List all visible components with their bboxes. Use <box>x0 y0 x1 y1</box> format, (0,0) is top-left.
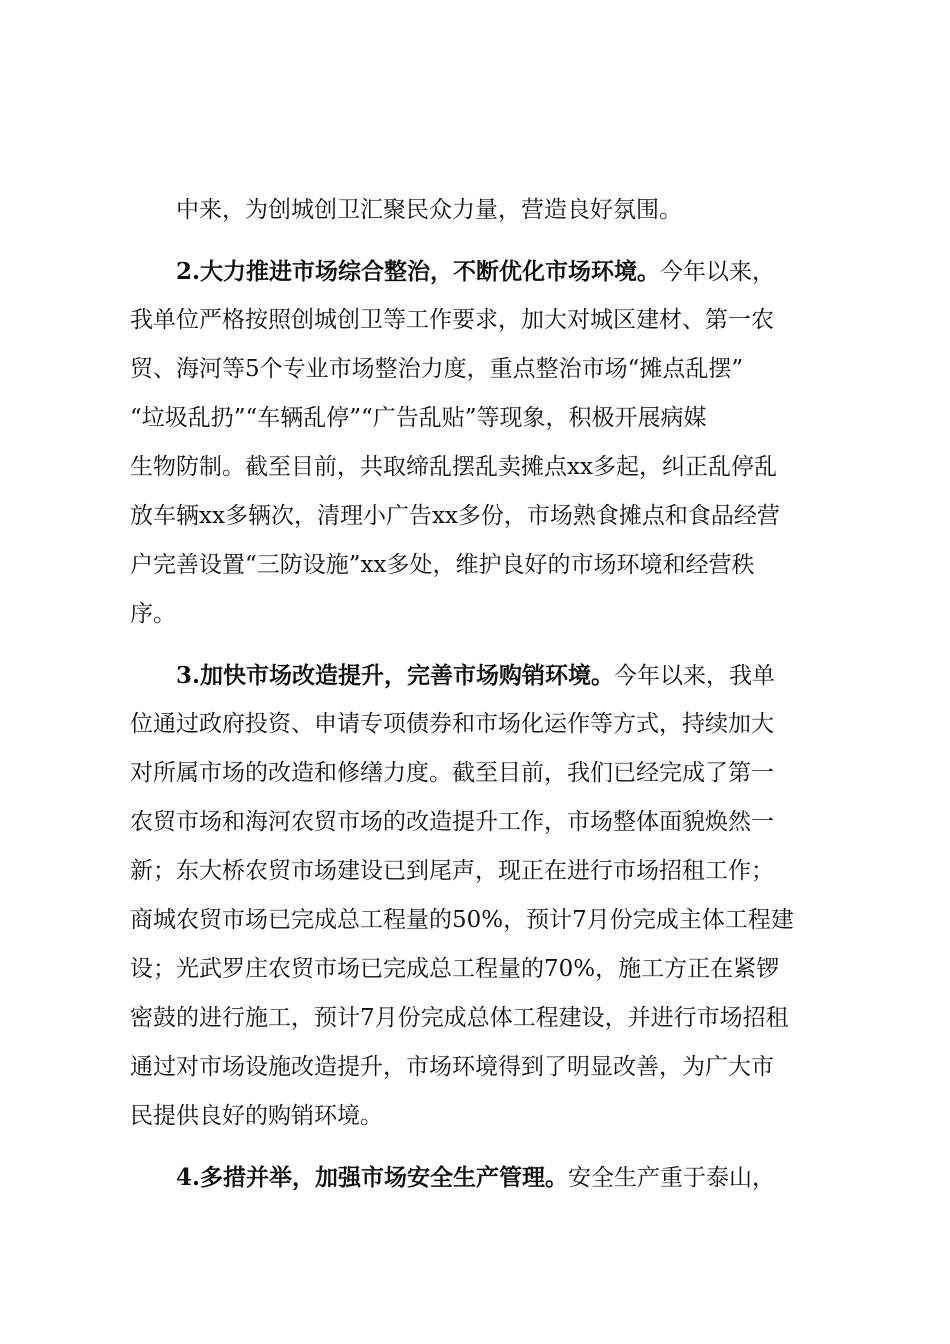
paragraph-1 <box>130 186 855 235</box>
text-line: 设；光武罗庄农贸市场已完成总工程量的70%，施工方正在紧锣 <box>130 956 780 982</box>
text-line: 生物防制。截至目前，共取缔乱摆乱卖摊点xx多起，纠正乱停乱 <box>130 454 777 480</box>
line-text: 今年以来， <box>660 259 776 285</box>
text-line: 贸、海河等5个专业市场整治力度，重点整治市场“摊点乱摆” <box>130 356 744 382</box>
text-line <box>130 247 855 296</box>
text-line: 序。 <box>130 601 176 627</box>
text-line <box>130 1153 855 1202</box>
text-line: 我单位严格按照创城创卫等工作要求，加大对城区建材、第一农 <box>130 307 774 333</box>
section-heading: 2.大力推进市场综合整治，不断优化市场环境。 <box>176 258 661 285</box>
section-heading: 3.加快市场改造提升，完善市场购销环境。 <box>176 662 615 689</box>
text-line <box>130 651 855 700</box>
paragraph-4 <box>130 1153 855 1202</box>
text-line: 放车辆xx多辆次，清理小广告xx多份，市场熟食摊点和食品经营 <box>130 503 780 529</box>
text-line: 通过对市场设施改造提升，市场环境得到了明显改善，为广大市 <box>130 1054 774 1080</box>
line-text: 中来，为创城创卫汇聚民众力量，营造良好氛围。 <box>176 197 682 223</box>
text-line: 商城农贸市场已完成总工程量的50%，预计7月份完成主体工程建 <box>130 907 794 933</box>
text-line: 密鼓的进行施工，预计7月份完成总体工程建设，并进行市场招租 <box>130 1005 789 1031</box>
text-line: 位通过政府投资、申请专项债券和市场化运作等方式，持续加大 <box>130 711 774 737</box>
text-line: “垃圾乱扔”“车辆乱停”“广告乱贴”等现象，积极开展病媒 <box>130 405 707 431</box>
section-heading: 4.多措并举，加强市场安全生产管理。 <box>176 1164 569 1191</box>
body-text <box>130 186 855 1202</box>
paragraph-3 <box>130 651 855 1141</box>
text-line: 户完善设置“三防设施”xx多处，维护良好的市场环境和经营秩 <box>130 552 755 578</box>
text-line: 农贸市场和海河农贸市场的改造提升工作，市场整体面貌焕然一 <box>130 809 774 835</box>
text-line <box>130 186 855 235</box>
line-text: 今年以来，我单 <box>614 663 776 689</box>
line-text: 安全生产重于泰山， <box>568 1165 776 1191</box>
text-line: 新；东大桥农贸市场建设已到尾声，现正在进行市场招租工作； <box>130 858 774 884</box>
text-line: 对所属市场的改造和修缮力度。截至目前，我们已经完成了第一 <box>130 760 774 786</box>
text-line: 民提供良好的购销环境。 <box>130 1103 383 1129</box>
paragraph-2 <box>130 247 855 639</box>
